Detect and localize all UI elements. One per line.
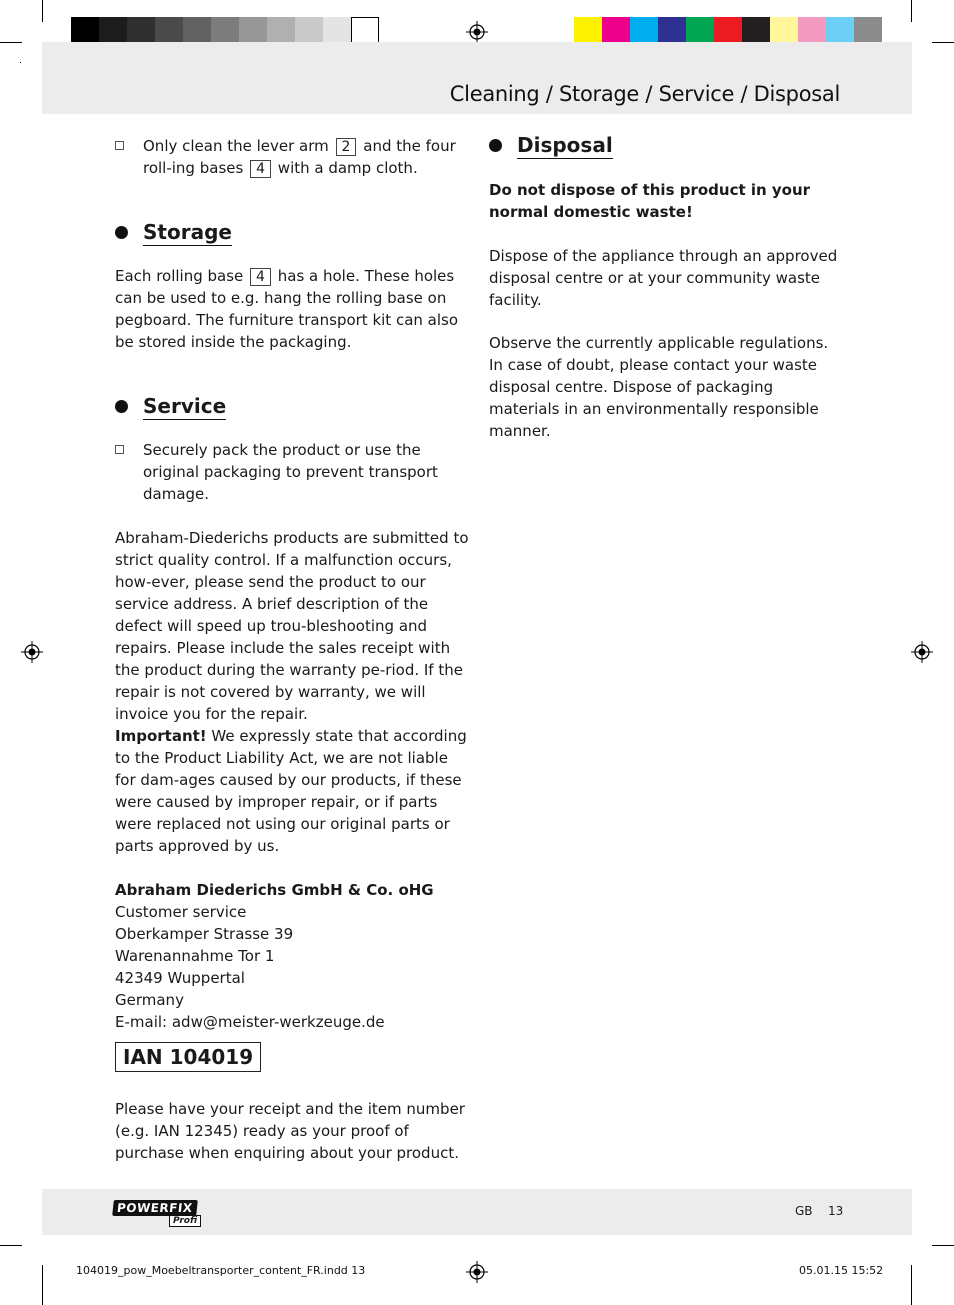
logo-main: POWERFIX <box>112 1200 197 1216</box>
disposal-warning: Do not dispose of this product in your normal domestic waste! <box>489 181 811 221</box>
crop-mark <box>20 62 21 63</box>
address-line: Customer service <box>115 903 247 921</box>
right-column <box>489 132 844 442</box>
crop-mark <box>932 42 954 43</box>
part-ref-rolling-base: 4 <box>250 160 271 178</box>
crop-mark <box>0 1245 22 1246</box>
crop-mark <box>0 42 22 43</box>
address-line: 42349 Wuppertal <box>115 969 245 987</box>
disposal-paragraph-1: Dispose of the appliance through an approved disposal centre or at your community waste facility. <box>489 247 838 309</box>
file-name: 104019_pow_Moebeltransporter_content_FR.indd 13 <box>76 1264 366 1277</box>
crop-mark <box>911 0 912 22</box>
address-block <box>115 901 470 1033</box>
address-line: Warenannahme Tor 1 <box>115 947 275 965</box>
part-ref-lever-arm: 2 <box>336 138 357 156</box>
storage-heading: Storage <box>115 219 470 245</box>
address-line: Germany <box>115 991 184 1009</box>
registration-mark-icon <box>21 641 43 663</box>
address-line: E-mail: adw@meister-werkzeuge.de <box>115 1013 385 1031</box>
bullet-box-icon <box>115 141 124 150</box>
crop-mark <box>42 0 43 22</box>
bullet-box-icon <box>115 445 124 454</box>
service-bullet: Securely pack the product or use the original packaging to prevent transport damage. <box>115 439 470 505</box>
heading-dot-icon <box>115 226 128 239</box>
registration-mark-icon <box>466 21 488 43</box>
crop-mark <box>911 1265 912 1305</box>
service-heading: Service <box>115 393 470 419</box>
important-paragraph: Important! We expressly state that according to the Product Liability Act, we are not liable for dam-ages caused by our products, if these were caused by improper repair, or if parts were replaced not using our original parts or parts approved by us. <box>115 727 467 855</box>
registration-mark-icon <box>466 1261 488 1283</box>
disposal-heading: Disposal <box>489 132 844 158</box>
crop-mark <box>932 1245 954 1246</box>
page-title: Cleaning / Storage / Service / Disposal <box>449 82 840 106</box>
disposal-paragraph-2: Observe the currently applicable regulations. In case of doubt, please contact your waste disposal centre. Dispose of packaging materials in an environmentally responsible manner. <box>489 334 829 440</box>
heading-dot-icon <box>489 139 502 152</box>
company-name: Abraham Diederichs GmbH & Co. oHG <box>115 881 434 899</box>
left-column <box>115 135 470 1164</box>
receipt-note: Please have your receipt and the item number (e.g. IAN 12345) ready as your proof of purchase when enquiring about your product. <box>115 1100 465 1162</box>
service-paragraph: Abraham-Diederichs products are submitted to strict quality control. If a malfunction occurs, how-ever, please send the product to our service address. A brief description of the defect will speed up trou-bleshooting and repairs. Please include the sales receipt with the product during the warranty pe-riod. If the repair is not covered by warranty, we will invoice you for the repair. <box>115 529 469 723</box>
storage-text: Each rolling base 4 has a hole. These holes can be used to e.g. hang the rolling base on pegboard. The furniture transport kit can also be stored inside the packaging. <box>115 267 459 351</box>
page-language: GB <box>795 1204 813 1218</box>
ian-box: IAN 104019 <box>115 1042 470 1072</box>
print-date: 05.01.15 15:52 <box>799 1264 884 1277</box>
cleaning-bullet: Only clean the lever arm 2 and the four roll-ing bases 4 with a damp cloth. <box>115 135 470 179</box>
logo-sub: Profi <box>169 1215 201 1227</box>
registration-mark-icon <box>911 641 933 663</box>
heading-dot-icon <box>115 400 128 413</box>
part-ref-rolling-base: 4 <box>250 268 271 286</box>
page-number: 13 <box>828 1204 844 1218</box>
powerfix-logo <box>113 1200 198 1226</box>
address-line: Oberkamper Strasse 39 <box>115 925 294 943</box>
crop-mark <box>42 1265 43 1305</box>
